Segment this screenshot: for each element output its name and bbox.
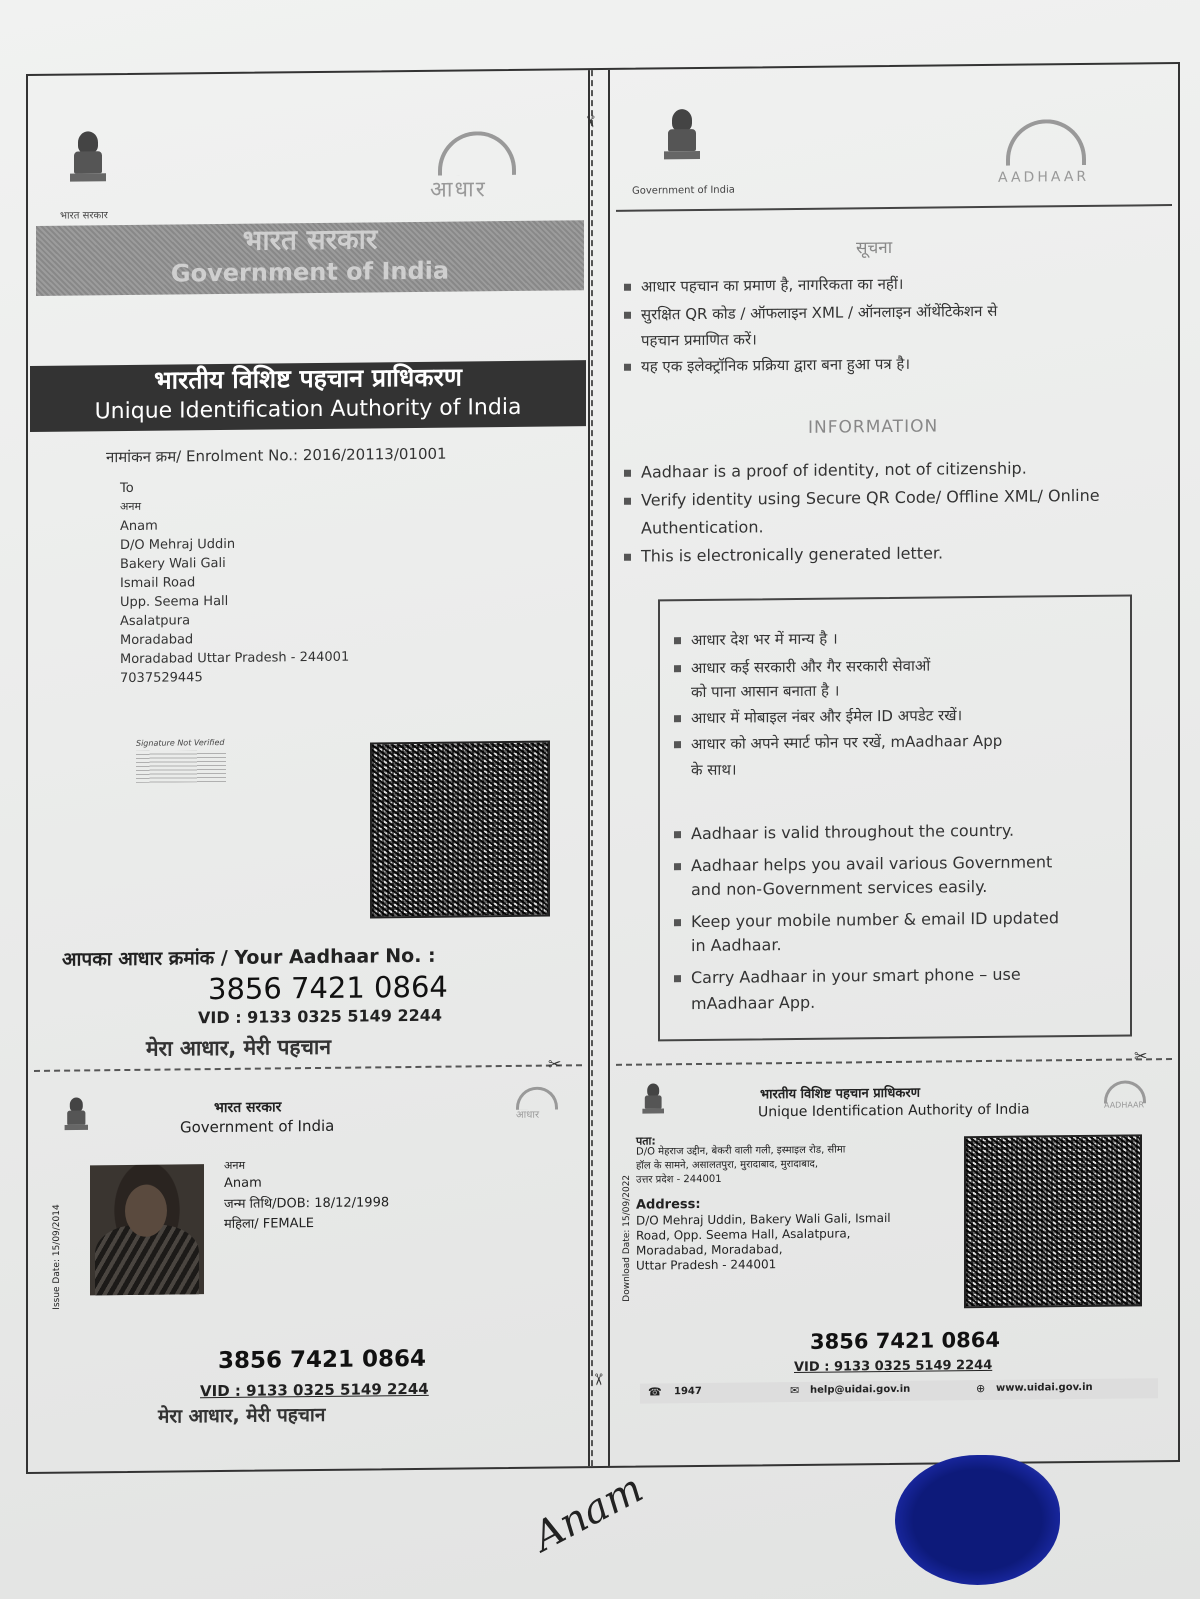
card-aadhaar-number: 3856 7421 0864 — [810, 1327, 1000, 1354]
card-dob: जन्म तिथि/DOB: 18/12/1998 — [224, 1195, 390, 1212]
address-label: Address: — [636, 1196, 701, 1213]
aadhaar-logo-text: AADHAAR — [998, 168, 1090, 186]
scissors-icon: ✂ — [1134, 1046, 1148, 1066]
thumb-ink-stain — [895, 1455, 1060, 1585]
enrolment-number: नामांकन क्रम/ Enrolment No.: 2016/20113/01001 — [106, 444, 447, 467]
digital-signature-stamp — [136, 750, 226, 783]
gov-hindi: भारत सरकार — [242, 222, 378, 257]
address-line: Ismail Road — [120, 575, 196, 592]
signature-not-verified: Signature Not Verified — [136, 737, 225, 748]
address-hindi-line: हॉल के सामने, असालतपुरा, मुरादाबाद, मुरादाबाद, — [636, 1158, 819, 1172]
address-line: Uttar Pradesh - 244001 — [636, 1257, 777, 1273]
box-item-cont: and non-Government services easily. — [691, 876, 988, 900]
address-line: Moradabad Uttar Pradesh - 244001 — [120, 649, 350, 668]
phone-number: 7037529445 — [120, 670, 203, 687]
card-uidai-hindi: भारतीय विशिष्ट पहचान प्राधिकरण — [760, 1085, 921, 1103]
uidai-english: Unique Identification Authority of India — [94, 394, 522, 425]
state-emblem-icon — [62, 1097, 91, 1139]
state-emblem-icon — [640, 1083, 666, 1122]
notice-item: यह एक इलेक्ट्रॉनिक प्रक्रिया द्वारा बना हुआ पत्र है। — [624, 353, 910, 378]
header-divider — [616, 204, 1172, 212]
address-line: Bakery Wali Gali — [120, 555, 226, 573]
aadhaar-logo-text: आधार — [430, 177, 487, 203]
address-label-hindi: पता: — [636, 1134, 656, 1148]
uidai-hindi: भारतीय विशिष्ट पहचान प्राधिकरण — [154, 362, 462, 395]
help-email: help@uidai.gov.in — [810, 1383, 911, 1396]
card-cut-line — [34, 1064, 582, 1072]
aadhaar-fingerprint-icon — [1006, 119, 1086, 166]
card-aadhaar-number: 3856 7421 0864 — [218, 1345, 427, 1375]
box-item: आधार में मोबाइल नंबर और ईमेल ID अपडेट रखें। — [674, 704, 962, 729]
uidai-banner — [30, 360, 586, 432]
card-name-hindi: अनम — [224, 1158, 246, 1172]
aadhaar-no-label: आपका आधार क्रमांक / Your Aadhaar No. : — [62, 944, 436, 971]
notice-item: सुरक्षित QR कोड / ऑफलाइन XML / ऑनलाइन ऑथेंटिकेशन से — [624, 300, 997, 326]
card-logo-text: आधार — [516, 1109, 540, 1121]
aadhaar-letter — [26, 62, 1180, 1474]
information-item: Aadhaar is a proof of identity, not of citizenship. — [624, 458, 1027, 484]
info-box — [658, 594, 1132, 1041]
email-icon: ✉ — [790, 1383, 800, 1398]
card-gov-hindi: भारत सरकार — [214, 1099, 282, 1117]
vertical-cut-line — [591, 70, 607, 1466]
address-line: Upp. Seema Hall — [120, 593, 229, 611]
qr-code-icon — [964, 1134, 1142, 1308]
address-english — [636, 1211, 891, 1274]
address-line: D/O Mehraj Uddin — [120, 536, 236, 554]
helpline-number: 1947 — [674, 1385, 702, 1398]
card-vid: VID : 9133 0325 5149 2244 — [794, 1357, 993, 1375]
address-hindi — [636, 1143, 845, 1187]
box-item: Carry Aadhaar in your smart phone – use — [674, 964, 1021, 990]
notice-item: आधार पहचान का प्रमाण है, नागरिकता का नहीं। — [624, 273, 903, 298]
letter-right-panel — [608, 64, 1178, 1466]
gov-banner — [36, 220, 584, 296]
box-item: आधार कई सरकारी और गैर सरकारी सेवाओं — [674, 655, 930, 680]
card-name: Anam — [224, 1175, 262, 1191]
notice-item-cont: पहचान प्रमाणित करें। — [641, 330, 757, 350]
address-line: Asalatpura — [120, 613, 191, 630]
website: www.uidai.gov.in — [996, 1381, 1093, 1394]
state-emblem-icon — [66, 131, 110, 195]
to-hindi: अनम — [120, 499, 142, 514]
letter-left-panel — [28, 70, 590, 1472]
address-hindi-line: उत्तर प्रदेश - 244001 — [636, 1173, 722, 1186]
information-title: INFORMATION — [808, 416, 939, 438]
card-uidai-english: Unique Identification Authority of India — [758, 1101, 1030, 1121]
handwritten-signature: Anam — [526, 1465, 651, 1561]
scissors-icon: ✂ — [581, 114, 601, 129]
notice-title-hindi: सूचना — [856, 237, 893, 259]
box-item: आधार को अपने स्मार्ट फोन पर रखें, mAadhaar App — [674, 730, 1002, 755]
issue-date: Issue Date: 15/09/2014 — [52, 1204, 62, 1310]
emblem-caption: भारत सरकार — [60, 210, 108, 222]
download-date: Download Date: 15/09/2022 — [622, 1174, 632, 1302]
address-line: Moradabad, Moradabad, — [636, 1242, 783, 1258]
card-logo-text: AADHAAR — [1104, 1100, 1145, 1110]
scissors-icon: ✂ — [548, 1054, 562, 1074]
box-item-cont: को पाना आसान बनाता है । — [691, 681, 840, 702]
card-vid: VID : 9133 0325 5149 2244 — [200, 1379, 429, 1401]
card-cut-line — [616, 1058, 1172, 1066]
qr-code-icon — [370, 741, 550, 919]
address-block — [120, 515, 349, 688]
state-emblem-icon — [660, 109, 704, 173]
phone-icon: ☎ — [648, 1385, 662, 1399]
box-item-cont: के साथ। — [691, 760, 737, 780]
emblem-caption: Government of India — [632, 184, 735, 197]
tagline: मेरा आधार, मेरी पहचान — [146, 1034, 331, 1061]
card-tagline: मेरा आधार, मेरी पहचान — [158, 1403, 326, 1428]
globe-icon: ⊕ — [976, 1381, 986, 1396]
information-item-cont: Authentication. — [641, 517, 764, 538]
address-line: D/O Mehraj Uddin, Bakery Wali Gali, Ismail — [636, 1210, 891, 1228]
information-item: This is electronically generated letter. — [624, 542, 943, 567]
information-item: Verify identity using Secure QR Code/ Offline XML/ Online — [624, 485, 1100, 512]
to-label: To — [120, 480, 134, 497]
box-item-cont: in Aadhaar. — [691, 935, 782, 956]
address-hindi-line: D/O मेहराज उद्दीन, बेकरी वाली गली, इस्माइल रोड, सीमा — [636, 1144, 846, 1158]
address-line: Road, Opp. Seema Hall, Asalatpura, — [636, 1226, 851, 1243]
contact-strip — [640, 1378, 1158, 1403]
vid-number: VID : 9133 0325 5149 2244 — [198, 1005, 442, 1028]
box-item: Aadhaar helps you avail various Government — [674, 851, 1052, 877]
box-item: Keep your mobile number & email ID updated — [674, 907, 1059, 933]
aadhaar-number: 3856 7421 0864 — [208, 969, 448, 1007]
box-item: Aadhaar is valid throughout the country. — [674, 820, 1014, 846]
card-gender: महिला/ FEMALE — [224, 1216, 314, 1232]
box-item-cont: mAadhaar App. — [691, 992, 816, 1014]
scissors-icon: ✂ — [589, 1372, 609, 1387]
card-gov-english: Government of India — [180, 1116, 335, 1137]
gov-english: Government of India — [170, 256, 450, 288]
holder-photo — [90, 1164, 204, 1295]
box-item: आधार देश भर में मान्य है । — [674, 628, 838, 652]
aadhaar-fingerprint-icon — [438, 131, 516, 176]
address-line: Anam — [120, 518, 158, 535]
address-line: Moradabad — [120, 632, 194, 649]
